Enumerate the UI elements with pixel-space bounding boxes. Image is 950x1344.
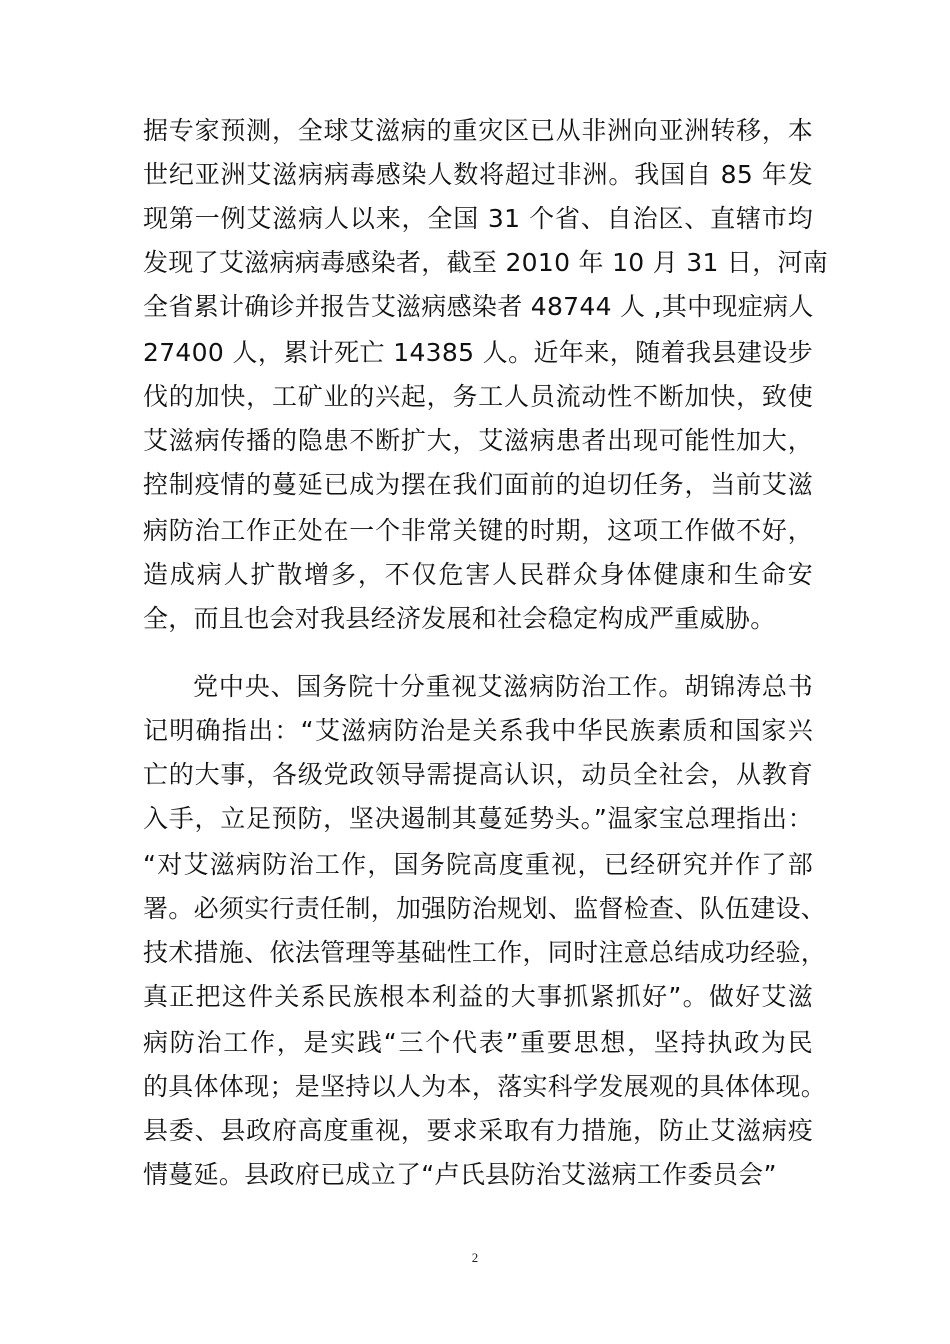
- text-line: 伐的加快，工矿业的兴起，务工人员流动性不断加快，致使: [143, 382, 813, 411]
- text-line: 情蔓延。县政府已成立了“卢氏县防治艾滋病工作委员会”: [143, 1160, 777, 1189]
- text-line: 27400 人，累计死亡 14385 人。近年来，随着我县建设步: [143, 338, 813, 367]
- text-line: 党中央、国务院十分重视艾滋病防治工作。胡锦涛总书: [193, 672, 813, 701]
- text-line: 据专家预测，全球艾滋病的重灾区已从非洲向亚洲转移，本: [143, 116, 813, 145]
- text-line: 全，而且也会对我县经济发展和社会稳定构成严重威胁。: [143, 604, 776, 633]
- text-line: 病防治工作正处在一个非常关键的时期，这项工作做不好，: [143, 516, 813, 545]
- text-line: 亡的大事，各级党政领导需提高认识，动员全社会，从教育: [143, 760, 813, 789]
- text-line: 的具体体现；是坚持以人为本，落实科学发展观的具体体现。: [143, 1072, 827, 1101]
- text-line: 现第一例艾滋病人以来，全国 31 个省、自治区、直辖市均: [143, 204, 813, 233]
- text-line: 真正把这件关系民族根本利益的大事抓紧抓好”。做好艾滋: [143, 982, 813, 1011]
- page-number: 2: [471, 1250, 479, 1265]
- text-line: 记明确指出：“艾滋病防治是关系我中华民族素质和国家兴: [143, 716, 813, 745]
- text-line: “对艾滋病防治工作，国务院高度重视，已经研究并作了部: [143, 850, 813, 879]
- text-line: 技术措施、依法管理等基础性工作，同时注意总结成功经验，: [143, 938, 827, 967]
- text-line: 全省累计确诊并报告艾滋病感染者 48744 人 ,其中现症病人: [143, 292, 814, 321]
- text-line: 入手，立足预防，坚决遏制其蔓延势头。”温家宝总理指出：: [143, 804, 813, 833]
- text-line: 县委、县政府高度重视，要求采取有力措施，防止艾滋病疫: [143, 1116, 813, 1145]
- text-line: 世纪亚洲艾滋病病毒感染人数将超过非洲。我国自 85 年发: [143, 160, 813, 189]
- text-line: 发现了艾滋病病毒感染者，截至 2010 年 10 月 31 日，河南: [143, 248, 829, 277]
- text-line: 病防治工作，是实践“三个代表”重要思想，坚持执政为民: [143, 1028, 813, 1057]
- text-line: 控制疫情的蔓延已成为摆在我们面前的迫切任务，当前艾滋: [143, 470, 813, 499]
- text-line: 艾滋病传播的隐患不断扩大，艾滋病患者出现可能性加大，: [143, 426, 813, 455]
- text-line: 署。必须实行责任制，加强防治规划、监督检查、队伍建设、: [143, 894, 827, 923]
- text-line: 造成病人扩散增多，不仅危害人民群众身体健康和生命安: [143, 560, 813, 589]
